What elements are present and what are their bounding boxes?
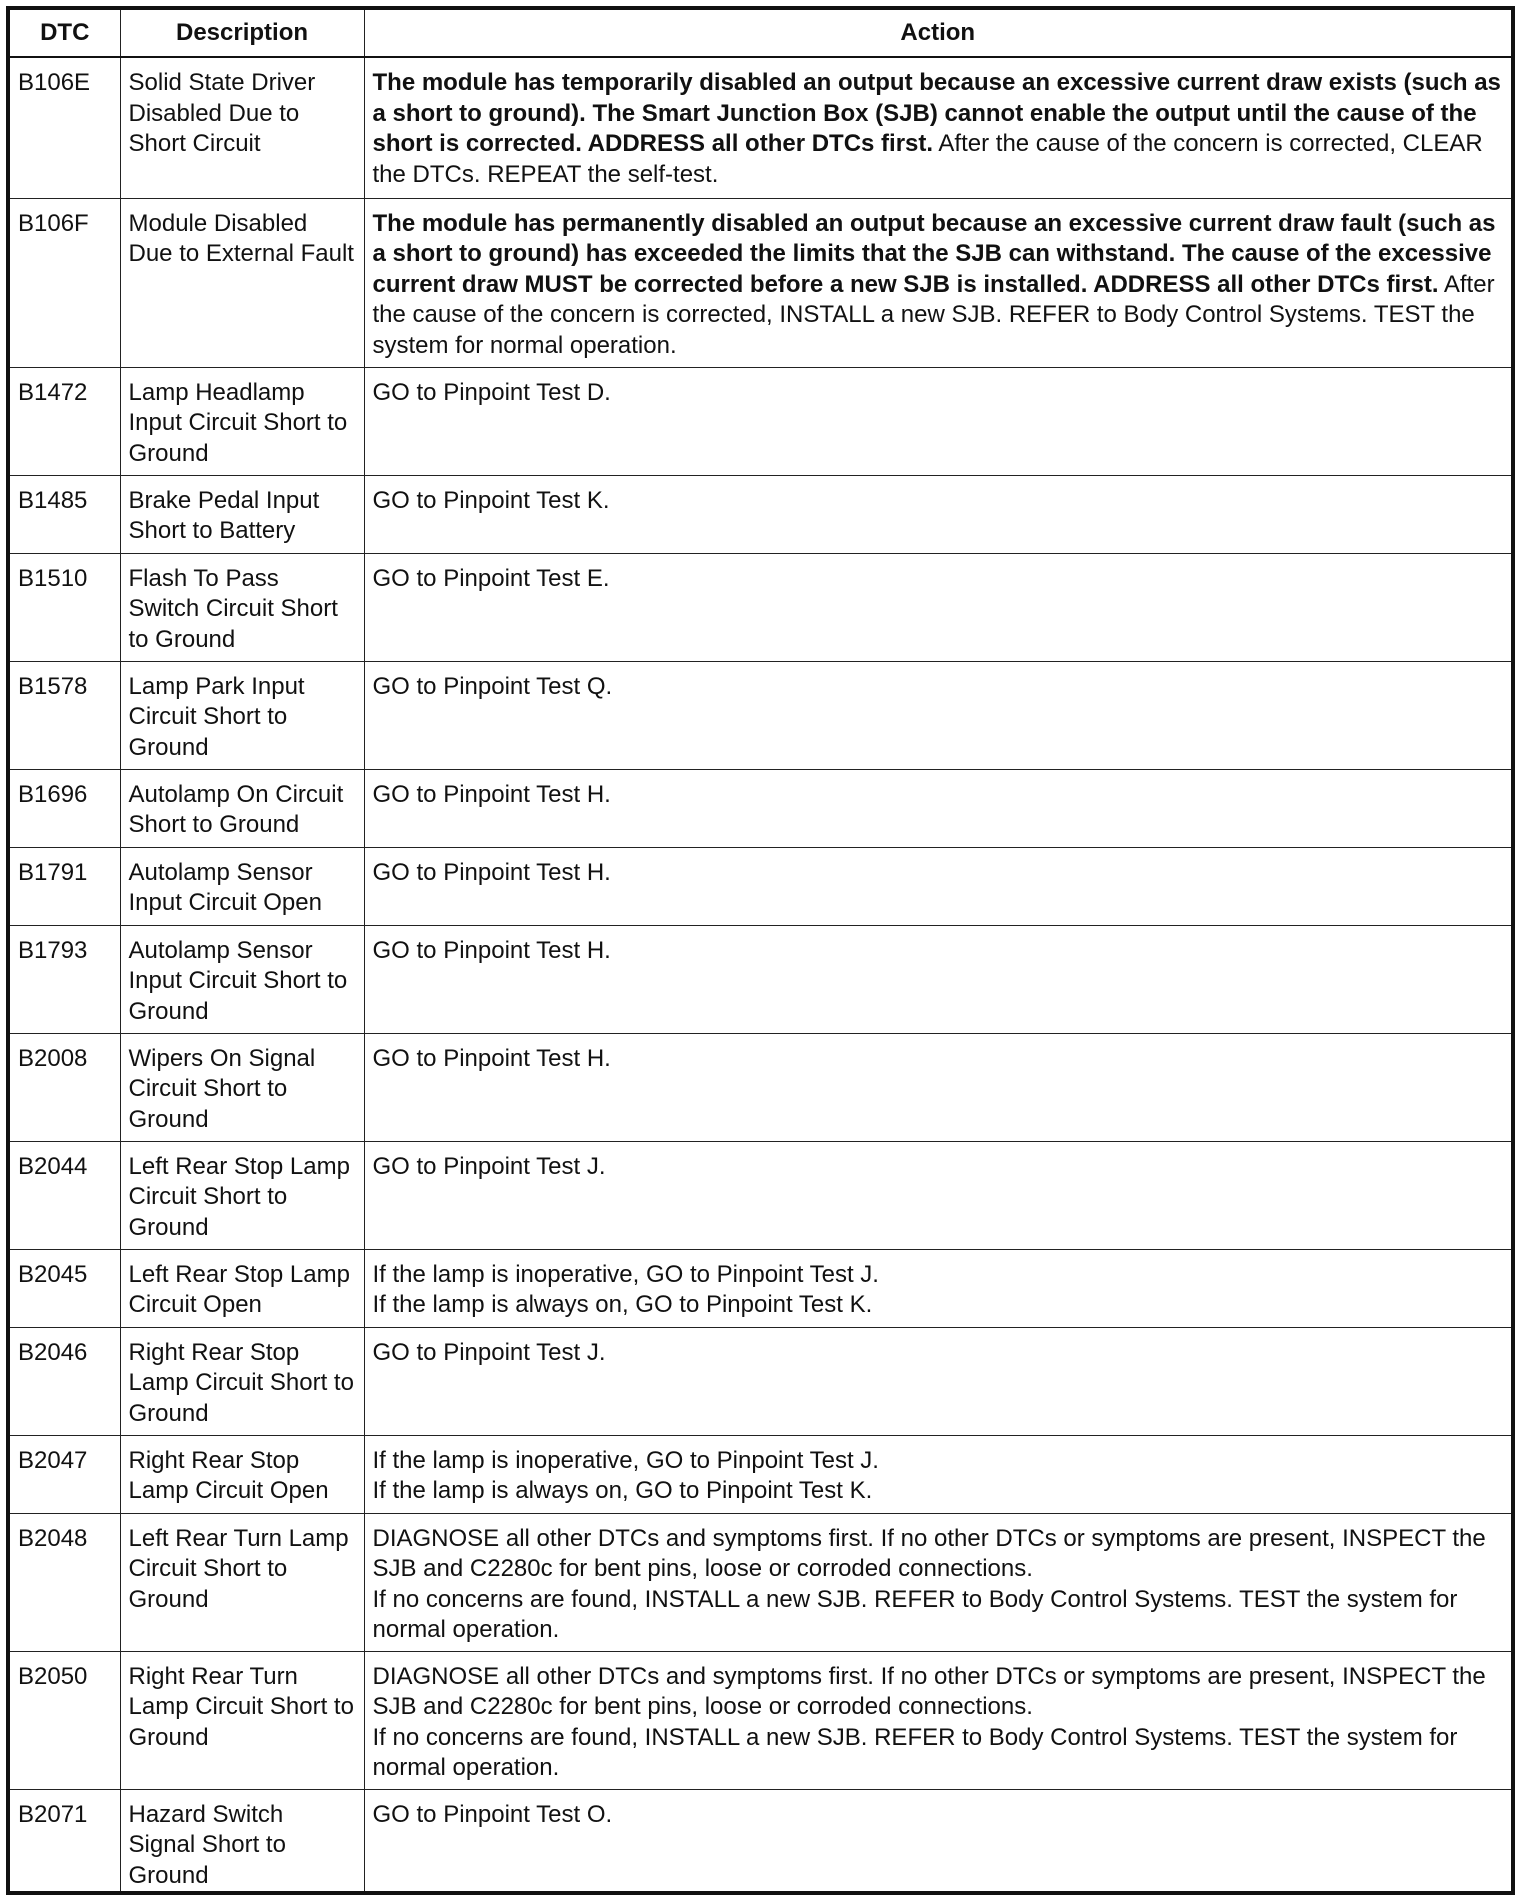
dtc-action: GO to Pinpoint Test K.	[364, 475, 1513, 553]
dtc-code: B2047	[8, 1435, 120, 1513]
table-row	[8, 1327, 1513, 1435]
dtc-description: Brake Pedal Input Short to Battery	[120, 475, 364, 553]
dtc-description: Right Rear Turn Lamp Circuit Short to Ground	[120, 1651, 364, 1789]
dtc-code: B1485	[8, 475, 120, 553]
dtc-description: Lamp Park Input Circuit Short to Ground	[120, 661, 364, 769]
dtc-description: Wipers On Signal Circuit Short to Ground	[120, 1033, 364, 1141]
dtc-code: B1791	[8, 847, 120, 925]
dtc-action	[364, 198, 1513, 367]
action-line: If the lamp is inoperative, GO to Pinpoint Test J.	[372, 1446, 879, 1474]
dtc-description: Autolamp Sensor Input Circuit Short to Ground	[120, 925, 364, 1033]
table-row	[8, 475, 1513, 553]
action-line: If the lamp is always on, GO to Pinpoint Test K.	[372, 1291, 873, 1318]
dtc-action: GO to Pinpoint Test Q.	[364, 661, 1513, 769]
dtc-code: B2044	[8, 1141, 120, 1249]
dtc-action: GO to Pinpoint Test H.	[364, 1033, 1513, 1141]
table-row	[8, 1651, 1513, 1789]
action-line: If the lamp is inoperative, GO to Pinpoint Test J.	[372, 1260, 879, 1288]
dtc-action: GO to Pinpoint Test H.	[364, 925, 1513, 1033]
dtc-action	[364, 1651, 1513, 1789]
header-dtc: DTC	[8, 8, 120, 57]
dtc-description: Left Rear Stop Lamp Circuit Short to Ground	[120, 1141, 364, 1249]
dtc-code: B2050	[8, 1651, 120, 1789]
dtc-code: B2045	[8, 1249, 120, 1327]
table-row	[8, 1435, 1513, 1513]
dtc-action: GO to Pinpoint Test D.	[364, 367, 1513, 475]
table-row	[8, 769, 1513, 847]
dtc-action: GO to Pinpoint Test J.	[364, 1327, 1513, 1435]
action-line: If no concerns are found, INSTALL a new SJB. REFER to Body Control Systems. TEST the system for normal operation.	[372, 1723, 1458, 1781]
dtc-code: B1472	[8, 367, 120, 475]
dtc-action: GO to Pinpoint Test J.	[364, 1141, 1513, 1249]
dtc-description: Autolamp Sensor Input Circuit Open	[120, 847, 364, 925]
table-row	[8, 1789, 1513, 1893]
action-text: After the cause of the concern is corrected, INSTALL a new SJB. REFER to Body Control Systems. TEST the system for normal operation.	[372, 270, 1495, 359]
dtc-code: B106F	[8, 198, 120, 367]
dtc-description: Right Rear Stop Lamp Circuit Open	[120, 1435, 364, 1513]
dtc-action	[364, 1249, 1513, 1327]
table-row	[8, 367, 1513, 475]
dtc-description: Right Rear Stop Lamp Circuit Short to Ground	[120, 1327, 364, 1435]
dtc-description: Hazard Switch Signal Short to Ground	[120, 1789, 364, 1893]
dtc-code: B2071	[8, 1789, 120, 1893]
dtc-code: B106E	[8, 57, 120, 198]
dtc-code: B2008	[8, 1033, 120, 1141]
dtc-description: Solid State Driver Disabled Due to Short Circuit	[120, 57, 364, 198]
dtc-table	[6, 6, 1515, 1895]
action-line: DIAGNOSE all other DTCs and symptoms first. If no other DTCs or symptoms are present, INSPECT the SJB and C2280c for bent pins, loose or corroded connections.	[372, 1662, 1486, 1720]
dtc-code: B2048	[8, 1513, 120, 1651]
table-row	[8, 1141, 1513, 1249]
dtc-action	[364, 57, 1513, 198]
action-line: If no concerns are found, INSTALL a new SJB. REFER to Body Control Systems. TEST the system for normal operation.	[372, 1585, 1458, 1643]
action-line: DIAGNOSE all other DTCs and symptoms first. If no other DTCs or symptoms are present, INSPECT the SJB and C2280c for bent pins, loose or corroded connections.	[372, 1524, 1486, 1582]
dtc-description: Lamp Headlamp Input Circuit Short to Ground	[120, 367, 364, 475]
table-row	[8, 1513, 1513, 1651]
dtc-action: GO to Pinpoint Test H.	[364, 847, 1513, 925]
dtc-description: Left Rear Turn Lamp Circuit Short to Ground	[120, 1513, 364, 1651]
dtc-action: GO to Pinpoint Test E.	[364, 553, 1513, 661]
table-row	[8, 925, 1513, 1033]
dtc-description: Module Disabled Due to External Fault	[120, 198, 364, 367]
dtc-code: B1578	[8, 661, 120, 769]
dtc-code: B1510	[8, 553, 120, 661]
dtc-action	[364, 1513, 1513, 1651]
table-row	[8, 57, 1513, 198]
dtc-action: GO to Pinpoint Test O.	[364, 1789, 1513, 1893]
header-action: Action	[364, 8, 1513, 57]
table-row	[8, 553, 1513, 661]
table-row	[8, 1033, 1513, 1141]
dtc-description: Autolamp On Circuit Short to Ground	[120, 769, 364, 847]
table-row	[8, 661, 1513, 769]
dtc-code: B1696	[8, 769, 120, 847]
dtc-action	[364, 1435, 1513, 1513]
action-bold-text: The module has temporarily disabled an output because an excessive current draw exists (such as a short to ground). The Smart Junction Box (SJB) cannot enable the output until the cause of the short is corrected. ADDRESS all other DTCs first.	[372, 69, 1501, 157]
dtc-code: B2046	[8, 1327, 120, 1435]
action-text: After the cause of the concern is corrected, CLEAR the DTCs. REPEAT the self-test.	[372, 130, 1483, 188]
table-row	[8, 847, 1513, 925]
dtc-code: B1793	[8, 925, 120, 1033]
table-header-row	[8, 8, 1513, 57]
action-bold-text: The module has permanently disabled an output because an excessive current draw fault (such as a short to ground) has exceeded the limits that the SJB can withstand. The cause of the excessive current draw MUST be corrected before a new SJB is installed. ADDRESS all other DTCs first.	[372, 209, 1496, 298]
dtc-description: Left Rear Stop Lamp Circuit Open	[120, 1249, 364, 1327]
table-row	[8, 198, 1513, 367]
action-line: If the lamp is always on, GO to Pinpoint Test K.	[372, 1477, 873, 1504]
dtc-description: Flash To Pass Switch Circuit Short to Ground	[120, 553, 364, 661]
dtc-action: GO to Pinpoint Test H.	[364, 769, 1513, 847]
header-description: Description	[120, 8, 364, 57]
table-row	[8, 1249, 1513, 1327]
